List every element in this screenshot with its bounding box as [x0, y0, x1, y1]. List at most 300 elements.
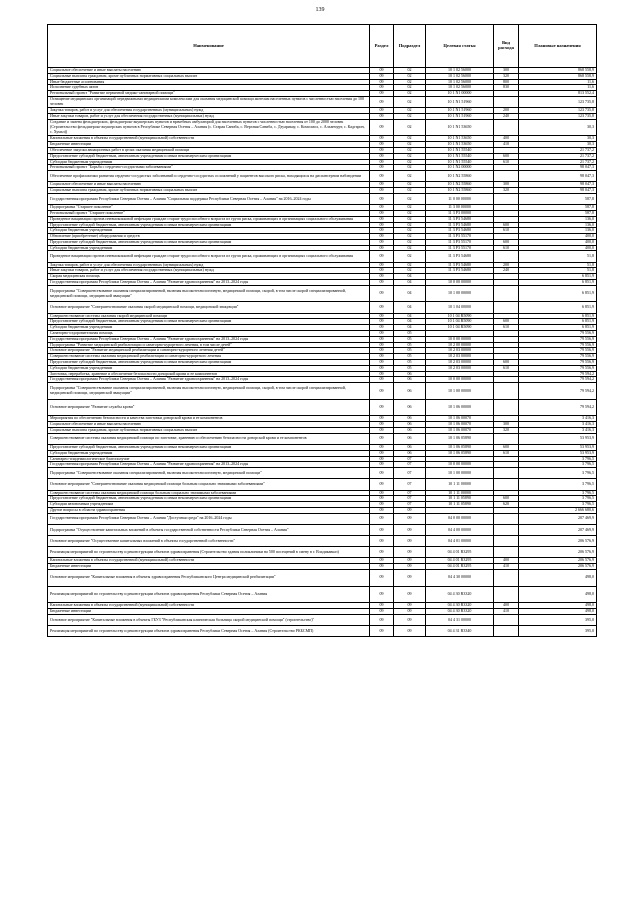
row-expense-type: 600: [494, 319, 519, 325]
row-subsection: 02: [394, 153, 426, 159]
row-name: Основное мероприятие "Совершенствование оказания медицинской помощи больным социально значимыми заболеваниями": [48, 479, 370, 490]
row-name: Государственная программа Республики Северная Осетия – Алания "Доступная среда" на 2016–2024 годы: [48, 513, 370, 524]
row-target: 10 0 00 00000: [426, 462, 494, 468]
row-target: 04 4 00 00000: [426, 524, 494, 535]
row-expense-type: 600: [494, 360, 519, 366]
row-section: 09: [370, 113, 394, 119]
row-expense-type: 610: [494, 228, 519, 234]
row-subsection: 06: [394, 444, 426, 450]
row-subsection: 06: [394, 427, 426, 433]
row-subsection: 02: [394, 79, 426, 85]
row-section: 09: [370, 524, 394, 535]
row-name: Подпрограмма "Совершенствование оказания специализированной, включая высокотехнологичную, медицинской помощи, скорой, в том числе скорой специализированной, медицинской помощи, медицинской эвакуации": [48, 383, 370, 400]
row-name: Закупка товаров, работ и услуг для обеспечения государственных (муниципальных) нужд: [48, 262, 370, 268]
row-amount: 98 047,3: [519, 165, 597, 171]
row-subsection: 02: [394, 165, 426, 171]
row-expense-type: 240: [494, 113, 519, 119]
table-row: [48, 383, 597, 400]
row-target: 10 2 03 00000: [426, 360, 494, 366]
table-row: [48, 96, 597, 107]
row-name: Бюджетные инвестиции: [48, 609, 370, 615]
row-subsection: 02: [394, 251, 426, 262]
row-expense-type: [494, 468, 519, 479]
row-expense-type: 610: [494, 365, 519, 371]
row-target: 10 1 N1 53650: [426, 119, 494, 136]
row-subsection: 02: [394, 210, 426, 216]
row-section: 09: [370, 210, 394, 216]
row-amount: 53 953,9: [519, 444, 597, 450]
row-amount: 79 594,2: [519, 383, 597, 400]
row-expense-type: [494, 302, 519, 313]
row-section: 09: [370, 416, 394, 422]
row-amount: 206 576,9: [519, 564, 597, 570]
row-target: 10 1 06 05890: [426, 433, 494, 444]
row-target: 11 3 P3 54680: [426, 222, 494, 228]
row-target: 04 4 30 00000: [426, 570, 494, 587]
row-name: Основное мероприятие "Осуществление капитальных вложений в объекты государственной собственности": [48, 536, 370, 547]
row-amount: 400,0: [519, 245, 597, 251]
row-target: 04 4 30 R3320: [426, 609, 494, 615]
row-target: 10 1 06 00070: [426, 422, 494, 428]
row-section: 09: [370, 490, 394, 496]
row-amount: 868 558,9: [519, 68, 597, 74]
row-section: 09: [370, 547, 394, 558]
row-amount: 207 469,9: [519, 524, 597, 535]
row-section: 09: [370, 371, 394, 377]
header-expense-type: Вид расхода: [494, 25, 519, 68]
row-expense-type: [494, 96, 519, 107]
row-subsection: 02: [394, 147, 426, 153]
row-amount: 498,0: [519, 586, 597, 603]
row-name: Санаторно-оздоровительная помощь: [48, 331, 370, 337]
row-section: 09: [370, 479, 394, 490]
row-name: Проведение вакцинации против пневмококковой инфекции граждан старше трудоспособного возраста из групп риска, проживающих в организациях социального обслуживания: [48, 251, 370, 262]
row-subsection: 05: [394, 342, 426, 348]
table-row: [48, 524, 597, 535]
row-section: 09: [370, 142, 394, 148]
row-section: 09: [370, 147, 394, 153]
row-subsection: 09: [394, 609, 426, 615]
row-name: Подпрограмма "Развитие медицинской реабилитации и санаторно-курортного лечения, в том числе детей": [48, 342, 370, 348]
row-amount: 79 556,9: [519, 348, 597, 354]
row-section: 09: [370, 444, 394, 450]
table-row: [48, 399, 597, 416]
row-subsection: 07: [394, 456, 426, 462]
row-section: 09: [370, 331, 394, 337]
header-section: Раздел: [370, 25, 394, 68]
row-target: 04 4 30 R3320: [426, 603, 494, 609]
row-subsection: 04: [394, 285, 426, 302]
row-target: 10 2 03 00000: [426, 348, 494, 354]
row-name: Предоставление субсидий бюджетным, автономным учреждениям и иным некоммерческим организациям: [48, 239, 370, 245]
row-amount: 3 796,5: [519, 468, 597, 479]
row-target: 11 3 P3 54680: [426, 228, 494, 234]
row-target: 10 1 N1 00000: [426, 91, 494, 97]
row-amount: 498,0: [519, 603, 597, 609]
row-expense-type: [494, 570, 519, 587]
row-expense-type: 400: [494, 558, 519, 564]
row-amount: 2 666 680,6: [519, 507, 597, 513]
row-section: 09: [370, 564, 394, 570]
row-subsection: 07: [394, 496, 426, 502]
row-expense-type: 200: [494, 262, 519, 268]
row-name: Капитальные вложения в объекты государственной (муниципальной) собственности: [48, 136, 370, 142]
row-name: Субсидии бюджетным учреждениям: [48, 365, 370, 371]
row-amount: 53 953,9: [519, 433, 597, 444]
row-subsection: 06: [394, 371, 426, 377]
row-target: 11 3 P3 55170: [426, 234, 494, 240]
table-row: [48, 586, 597, 603]
row-target: 10 2 00 00000: [426, 342, 494, 348]
row-amount: 79 556,9: [519, 336, 597, 342]
row-expense-type: [494, 285, 519, 302]
row-name: Предоставление субсидий бюджетным, автономным учреждениям и иным некоммерческим организациям: [48, 153, 370, 159]
row-subsection: 02: [394, 268, 426, 274]
row-target: 10 2 03 00000: [426, 354, 494, 360]
row-name: Субсидии бюджетным учреждениям: [48, 245, 370, 251]
row-subsection: 07: [394, 479, 426, 490]
row-amount: 587,8: [519, 193, 597, 204]
row-section: 09: [370, 383, 394, 400]
row-subsection: 04: [394, 280, 426, 286]
row-target: 10 1 11 00000: [426, 479, 494, 490]
row-section: 09: [370, 262, 394, 268]
row-amount: 51,8: [519, 268, 597, 274]
row-section: 09: [370, 159, 394, 165]
row-name: Иные бюджетные ассигнования: [48, 79, 370, 85]
row-expense-type: 600: [494, 239, 519, 245]
row-section: 09: [370, 274, 394, 280]
row-expense-type: [494, 383, 519, 400]
row-amount: 30,3: [519, 142, 597, 148]
row-subsection: 05: [394, 354, 426, 360]
row-expense-type: 610: [494, 450, 519, 456]
budget-table: [47, 24, 597, 637]
row-section: 09: [370, 188, 394, 194]
row-amount: 206 576,9: [519, 547, 597, 558]
row-target: 10 1 N1 51960: [426, 108, 494, 114]
row-amount: 206 576,9: [519, 558, 597, 564]
row-target: 10 1 N1 55540: [426, 147, 494, 153]
row-name: Основное мероприятие "Развитие медицинской реабилитации и санаторно-курортного лечения детей": [48, 348, 370, 354]
row-section: 09: [370, 513, 394, 524]
row-subsection: 06: [394, 433, 426, 444]
row-subsection: 02: [394, 113, 426, 119]
row-target: 10 1 N1 55540: [426, 159, 494, 165]
table-row: [48, 614, 597, 625]
row-name: Подпрограмма "Старшее поколение": [48, 205, 370, 211]
row-target: 10 1 N1 55540: [426, 153, 494, 159]
row-amount: 30,3: [519, 119, 597, 136]
row-section: 09: [370, 570, 394, 587]
row-amount: 3 796,5: [519, 456, 597, 462]
row-name: Совершенствование системы оказания скорой медицинской помощи: [48, 313, 370, 319]
row-amount: 868 558,9: [519, 73, 597, 79]
row-subsection: 09: [394, 626, 426, 637]
row-expense-type: 320: [494, 73, 519, 79]
row-name: Закупка товаров, работ и услуг для обеспечения государственных (муниципальных) нужд: [48, 108, 370, 114]
row-name: Региональный проект "Старшее поколение": [48, 210, 370, 216]
row-subsection: 02: [394, 171, 426, 182]
row-section: 09: [370, 462, 394, 468]
row-subsection: 06: [394, 377, 426, 383]
row-expense-type: [494, 547, 519, 558]
row-section: 09: [370, 251, 394, 262]
row-name: Предоставление субсидий бюджетным, автономным учреждениям и иным некоммерческим организациям: [48, 222, 370, 228]
row-amount: 53 953,9: [519, 450, 597, 456]
row-subsection: 02: [394, 108, 426, 114]
row-name: Совершенствование системы оказания медицинской реабилитации и санаторно-курортного лечения: [48, 354, 370, 360]
row-expense-type: 800: [494, 79, 519, 85]
row-expense-type: 600: [494, 153, 519, 159]
table-row: [48, 468, 597, 479]
row-subsection: 06: [394, 399, 426, 416]
row-amount: 3 796,5: [519, 496, 597, 502]
row-section: 09: [370, 365, 394, 371]
row-section: 09: [370, 507, 394, 513]
row-section: 09: [370, 342, 394, 348]
row-amount: 6 851,9: [519, 325, 597, 331]
row-amount: 3 796,5: [519, 490, 597, 496]
row-subsection: 04: [394, 274, 426, 280]
row-expense-type: [494, 479, 519, 490]
row-subsection: 09: [394, 507, 426, 513]
row-section: 09: [370, 228, 394, 234]
row-expense-type: [494, 251, 519, 262]
row-subsection: 02: [394, 205, 426, 211]
row-section: 09: [370, 68, 394, 74]
row-target: 10 1 04 00000: [426, 302, 494, 313]
row-target: 10 1 02 56000: [426, 68, 494, 74]
row-subsection: 02: [394, 188, 426, 194]
row-expense-type: 400: [494, 136, 519, 142]
row-subsection: 02: [394, 182, 426, 188]
row-subsection: 09: [394, 524, 426, 535]
row-name: Скорая медицинская помощь: [48, 274, 370, 280]
row-amount: 11,6: [519, 85, 597, 91]
row-subsection: 07: [394, 502, 426, 508]
row-section: 09: [370, 193, 394, 204]
row-section: 09: [370, 205, 394, 211]
row-section: 09: [370, 302, 394, 313]
row-amount: 207 469,9: [519, 513, 597, 524]
row-target: 10 1 06 00070: [426, 427, 494, 433]
row-amount: 79 556,9: [519, 365, 597, 371]
row-target: 10 1 00 00000: [426, 383, 494, 400]
row-amount: 6 851,9: [519, 302, 597, 313]
row-section: 09: [370, 360, 394, 366]
row-expense-type: 410: [494, 564, 519, 570]
row-target: 04 4 01 R3295: [426, 558, 494, 564]
row-expense-type: 300: [494, 422, 519, 428]
row-subsection: 06: [394, 422, 426, 428]
row-name: Подпрограмма "Совершенствование оказания специализированной, включая высокотехнологичную, медицинской помощи": [48, 468, 370, 479]
row-target: 10 1 02 56000: [426, 79, 494, 85]
row-expense-type: [494, 171, 519, 182]
row-name: Государственная программа Республики Северная Осетия – Алания "Развитие здравоохранения" на 2013–2024 годы: [48, 336, 370, 342]
row-section: 09: [370, 536, 394, 547]
row-subsection: 05: [394, 365, 426, 371]
row-amount: 79 556,9: [519, 360, 597, 366]
row-name: Субсидии бюджетным учреждениям: [48, 325, 370, 331]
row-name: Подпрограмма "Осуществление капитальных вложений в объекты государственной собственности Республики Северная Осетия – Алания": [48, 524, 370, 535]
row-expense-type: [494, 399, 519, 416]
row-subsection: 04: [394, 319, 426, 325]
row-amount: 30,3: [519, 136, 597, 142]
row-target: 11 3 P3 55170: [426, 245, 494, 251]
row-section: 09: [370, 239, 394, 245]
row-subsection: 06: [394, 383, 426, 400]
row-expense-type: 300: [494, 68, 519, 74]
row-section: 09: [370, 502, 394, 508]
row-section: 09: [370, 399, 394, 416]
row-name: Основное мероприятие "Развитие службы крови": [48, 399, 370, 416]
row-section: 09: [370, 558, 394, 564]
table-header-row: [48, 25, 597, 68]
row-target: 11 3 P3 00000: [426, 210, 494, 216]
row-name: Региональный проект "Развитие первичной медико-санитарной помощи": [48, 91, 370, 97]
row-name: Субсидии бюджетным учреждениям: [48, 159, 370, 165]
row-name: Капитальные вложения в объекты государственной (муниципальной) собственности: [48, 558, 370, 564]
row-amount: 498,0: [519, 570, 597, 587]
row-section: 09: [370, 234, 394, 240]
row-expense-type: 600: [494, 222, 519, 228]
row-expense-type: 240: [494, 268, 519, 274]
table-row: [48, 433, 597, 444]
row-amount: 136,0: [519, 228, 597, 234]
row-expense-type: 410: [494, 609, 519, 615]
row-section: 09: [370, 422, 394, 428]
header-amount: Плановые назначения: [519, 25, 597, 68]
row-target: 04 4 01 R3295: [426, 564, 494, 570]
row-subsection: 02: [394, 73, 426, 79]
row-subsection: 09: [394, 547, 426, 558]
row-name: Государственная программа Республики Северная Осетия – Алания "Развитие здравоохранения" на 2013–2024 годы: [48, 377, 370, 383]
row-expense-type: 320: [494, 427, 519, 433]
row-subsection: 02: [394, 85, 426, 91]
row-subsection: 09: [394, 586, 426, 603]
row-subsection: 06: [394, 450, 426, 456]
row-target: 10 1 06 05890: [426, 444, 494, 450]
row-subsection: 07: [394, 468, 426, 479]
row-subsection: 05: [394, 331, 426, 337]
row-target: 11 3 P3 54680: [426, 216, 494, 222]
row-name: Основное мероприятие "Капитальные вложения в объекты ГБУЗ "Республиканская клиническая больница скорой медицинской помощи" (строительство)": [48, 614, 370, 625]
row-subsection: 02: [394, 142, 426, 148]
row-expense-type: 200: [494, 108, 519, 114]
row-subsection: 02: [394, 96, 426, 107]
row-target: 04 4 01 00000: [426, 536, 494, 547]
row-subsection: 02: [394, 193, 426, 204]
row-subsection: 09: [394, 536, 426, 547]
row-expense-type: [494, 193, 519, 204]
row-section: 09: [370, 614, 394, 625]
row-subsection: 05: [394, 360, 426, 366]
row-section: 09: [370, 91, 394, 97]
header-target: Целевая статья: [426, 25, 494, 68]
row-subsection: 02: [394, 91, 426, 97]
row-name: Бюджетные инвестиции: [48, 142, 370, 148]
row-name: Капитальные вложения в объекты государственной (муниципальной) собственности: [48, 603, 370, 609]
row-name: Оснащение медицинских организаций передвижными медицинскими комплексами для оказания медицинской помощи жителям населенных пунктов с численностью населения до 100 человек: [48, 96, 370, 107]
row-target: 10 1 04 R5090: [426, 313, 494, 319]
row-target: 10 1 N2 55860: [426, 188, 494, 194]
row-amount: 6 851,9: [519, 280, 597, 286]
header-subsection: Подраздел: [394, 25, 426, 68]
row-amount: 136,0: [519, 216, 597, 222]
row-name: Мероприятия по обеспечению безопасности и качества заготовки донорской крови и ее компонентов: [48, 416, 370, 422]
row-subsection: 09: [394, 564, 426, 570]
row-target: 11 3 P3 55170: [426, 239, 494, 245]
row-target: 10 1 00 00000: [426, 285, 494, 302]
row-name: Совершенствование системы оказания медицинской помощи по заготовке, хранению и обеспечению безопасности донорской крови и ее компонентов: [48, 433, 370, 444]
row-section: 09: [370, 336, 394, 342]
row-amount: 79 556,9: [519, 331, 597, 337]
row-subsection: 04: [394, 302, 426, 313]
row-target: 10 1 N1 53650: [426, 136, 494, 142]
row-section: 09: [370, 626, 394, 637]
row-subsection: 02: [394, 68, 426, 74]
table-row: [48, 547, 597, 558]
row-name: Создание и замена фельдшерских, фельдшерско-акушерских пунктов и врачебных амбулаторий для населенных пунктов с численностью населения от 100 до 2000 человек (Строительство фельдшерско-акушерских пунктов в Республике Северная Осетия – Алания (с. Старая Саниба, с. Верхняя Саниба, с. Дзуарикау, с. Комсомол, с. Алханчурт, с. Кадгарон, с. Хумал)): [48, 119, 370, 136]
row-name: Реализация мероприятий по строительству и реконструкции объектов здравоохранения (Строительство здания поликлиники на 500 посещений в смену в г. Владикавказ): [48, 547, 370, 558]
row-section: 09: [370, 348, 394, 354]
row-name: Обеспечение закупки авиационных работ в целях оказания медицинской помощи: [48, 147, 370, 153]
row-subsection: 02: [394, 234, 426, 240]
row-amount: 98 047,3: [519, 188, 597, 194]
row-amount: 79 556,9: [519, 354, 597, 360]
row-expense-type: [494, 524, 519, 535]
row-target: 10 1 06 05890: [426, 450, 494, 456]
row-target: 10 1 N2 00000: [426, 165, 494, 171]
row-amount: 21 737,2: [519, 147, 597, 153]
row-target: 10 1 N2 55860: [426, 171, 494, 182]
row-amount: 395,0: [519, 626, 597, 637]
row-target: 10 1 11 00000: [426, 490, 494, 496]
row-expense-type: [494, 586, 519, 603]
row-expense-type: 410: [494, 142, 519, 148]
row-name: Основное мероприятие "Капитальные вложения в объекты здравоохранения Республиканского Центра медицинской реабилитации": [48, 570, 370, 587]
row-target: 11 3 P3 54680: [426, 268, 494, 274]
row-expense-type: 600: [494, 496, 519, 502]
row-expense-type: 610: [494, 325, 519, 331]
header-name: Наименование: [48, 25, 370, 68]
row-expense-type: 320: [494, 188, 519, 194]
row-amount: 3 796,5: [519, 479, 597, 490]
row-target: 04 4 31 R3340: [426, 626, 494, 637]
row-name: Обновление (приобретение) оборудования и средств: [48, 234, 370, 240]
row-subsection: 09: [394, 558, 426, 564]
row-amount: 400,0: [519, 239, 597, 245]
row-amount: 206 576,9: [519, 536, 597, 547]
row-expense-type: [494, 119, 519, 136]
row-name: Иные закупки товаров, работ и услуг для обеспечения государственных (муниципальных) нужд: [48, 113, 370, 119]
row-name: Иные закупки товаров, работ и услуг для обеспечения государственных (муниципальных) нужд: [48, 268, 370, 274]
row-amount: 79 556,9: [519, 342, 597, 348]
row-section: 09: [370, 136, 394, 142]
row-target: 10 1 04 R5090: [426, 319, 494, 325]
row-amount: 123 735,8: [519, 108, 597, 114]
row-section: 09: [370, 319, 394, 325]
row-name: Региональный проект "Борьба с сердечно-сосудистыми заболеваниями": [48, 165, 370, 171]
row-section: 09: [370, 456, 394, 462]
row-expense-type: [494, 614, 519, 625]
row-name: Социальные выплаты гражданам, кроме публичных нормативных социальных выплат: [48, 427, 370, 433]
row-section: 09: [370, 468, 394, 479]
row-amount: 79 594,2: [519, 399, 597, 416]
table-row: [48, 119, 597, 136]
row-section: 09: [370, 280, 394, 286]
